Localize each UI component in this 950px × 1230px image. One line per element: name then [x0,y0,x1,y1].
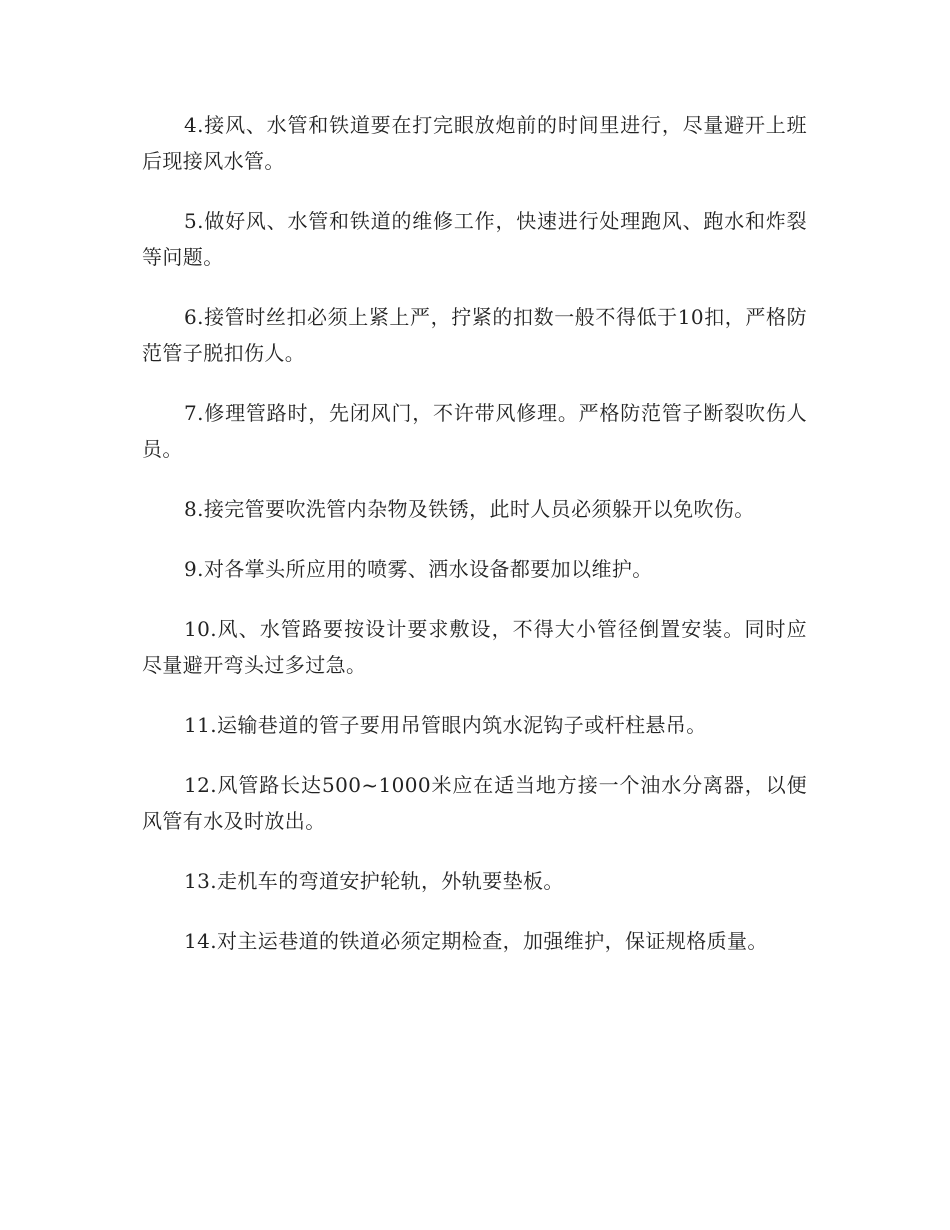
document-body [142,107,807,983]
paragraph-item-7: 7.修理管路时，先闭风门，不许带风修理。严格防范管子断裂吹伤人员。 [142,401,807,461]
paragraph-item-5: 5.做好风、水管和铁道的维修工作，快速进行处理跑风、跑水和炸裂等问题。 [142,209,807,269]
paragraph-item-10: 10.风、水管路要按设计要求敷设，不得大小管径倒置安装。同时应尽量避开弯头过多过急。 [142,617,807,677]
paragraph-item-11: 11.运输巷道的管子要用吊管眼内筑水泥钩子或杆柱悬吊。 [184,713,707,737]
paragraph-item-14: 14.对主运巷道的铁道必须定期检查，加强维护，保证规格质量。 [184,929,768,953]
paragraph-item-13: 13.走机车的弯道安护轮轨，外轨要垫板。 [184,869,564,893]
paragraph-item-9: 9.对各掌头所应用的喷雾、洒水设备都要加以维护。 [184,557,653,581]
paragraph-item-4: 4.接风、水管和铁道要在打完眼放炮前的时间里进行，尽量避开上班后现接风水管。 [142,113,807,173]
paragraph-item-8: 8.接完管要吹洗管内杂物及铁锈，此时人员必须躲开以免吹伤。 [184,497,755,521]
paragraph-item-12: 12.风管路长达500~1000米应在适当地方接一个油水分离器，以便风管有水及时放出。 [142,773,807,833]
paragraph-item-6: 6.接管时丝扣必须上紧上严，拧紧的扣数一般不得低于10扣，严格防范管子脱扣伤人。 [142,305,807,365]
